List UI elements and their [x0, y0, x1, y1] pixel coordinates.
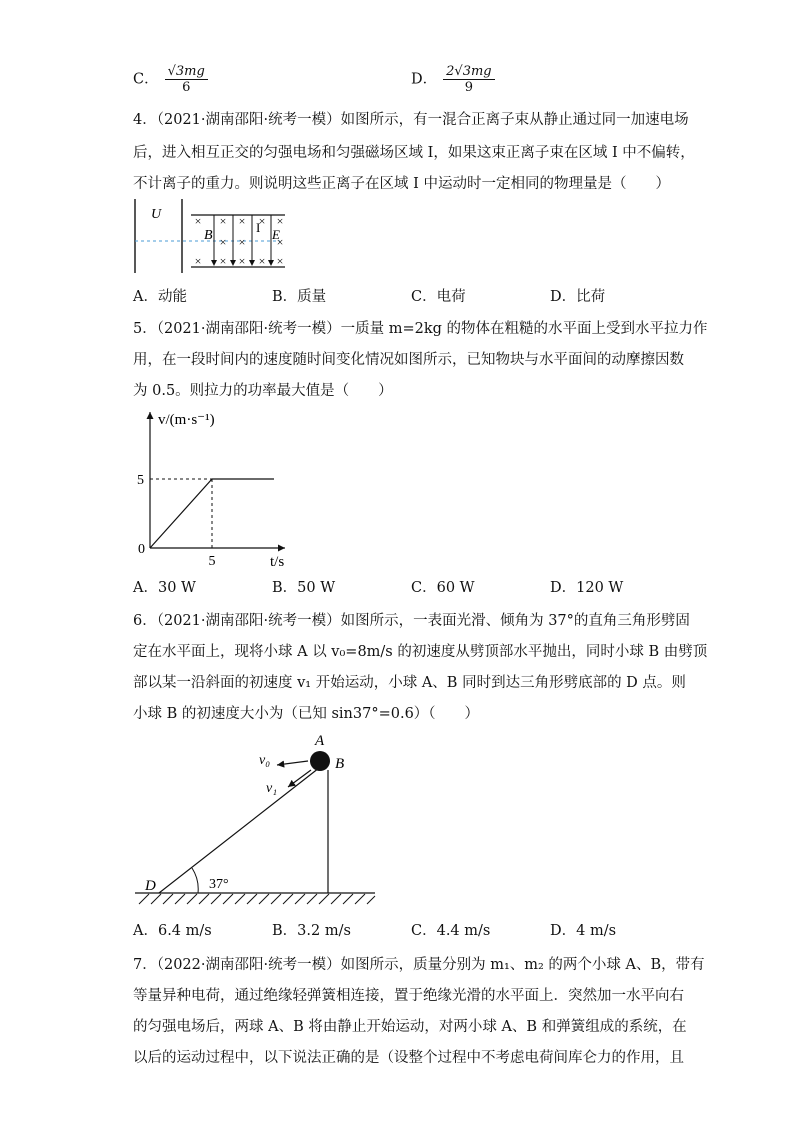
v1-label: v₁ — [266, 781, 278, 796]
svg-text:×: × — [238, 235, 246, 249]
q7-text-line: 等量异种电荷，通过绝缘轻弹簧相连接，置于绝缘光滑的水平面上．突然加一水平向右 — [133, 988, 684, 1004]
incline-surface — [159, 768, 319, 893]
label-e: E — [272, 227, 280, 242]
q4-figure — [125, 193, 295, 278]
svg-text:×: × — [219, 235, 227, 249]
q4-text-line: 后，进入相互正交的匀强电场和匀强磁场区域 I，如果这束正离子束在区域 I 中不偏转， — [133, 145, 695, 161]
q6-incline-figure — [125, 728, 385, 913]
q6-option-c: C．4.4 m/s — [411, 923, 491, 939]
q5-text-line: 用，在一段时间内的速度随时间变化情况如图所示，已知物块与水平面间的动摩擦因数 — [133, 352, 684, 368]
q5-option-c: C．60 W — [411, 580, 475, 596]
label-region: I — [256, 220, 261, 235]
q5-text-line: 5．（2021·湖南邵阳·统考一模）一质量 m=2kg 的物体在粗糙的水平面上受到水平拉力作 — [133, 321, 708, 337]
q5-text-line: 为 0.5。则拉力的功率最大值是（ ） — [133, 383, 393, 399]
point-d-label: D — [145, 878, 156, 894]
svg-text:×: × — [258, 214, 266, 228]
v0-label: v₀ — [259, 753, 271, 768]
svg-text:×: × — [194, 254, 202, 268]
svg-text:×: × — [276, 254, 284, 268]
q6-text-line: 定在水平面上，现将小球 A 以 v₀=8m/s 的初速度从劈顶部水平抛出，同时小球 B 由劈顶 — [133, 644, 708, 660]
q4-text-line: 不计离子的重力。则说明这些正离子在区域 I 中运动时一定相同的物理量是（ ） — [133, 176, 670, 192]
q4-option-a: A．动能 — [133, 289, 187, 305]
label-u: U — [151, 207, 162, 222]
v0-arrow — [277, 761, 308, 765]
origin-label: 0 — [138, 542, 145, 557]
q4-option-c: C．电荷 — [411, 289, 466, 305]
label-b: B — [204, 228, 213, 243]
q5-option-a: A．30 W — [133, 580, 196, 596]
y-axis-label: v/(m·s⁻¹) — [158, 412, 215, 428]
svg-text:×: × — [276, 235, 284, 249]
svg-text:×: × — [194, 214, 202, 228]
svg-text:×: × — [219, 254, 227, 268]
q6-text-line: 6．（2021·湖南邵阳·统考一模）如图所示，一表面光滑、倾角为 37°的直角三角形劈固 — [133, 613, 690, 629]
x-axis-label: t/s — [270, 554, 285, 570]
angle-arc — [192, 868, 198, 893]
svg-text:×: × — [238, 254, 246, 268]
ball — [310, 751, 330, 771]
q6-option-b: B．3.2 m/s — [272, 923, 351, 939]
q7-text-line: 7．（2022·湖南邵阳·统考一模）如图所示，质量分别为 m₁、m₂ 的两个小球 A、B，带有 — [133, 957, 705, 973]
svg-text:×: × — [219, 214, 227, 228]
svg-text:×: × — [238, 214, 246, 228]
q5-option-b: B．50 W — [272, 580, 336, 596]
svg-text:×: × — [276, 214, 284, 228]
q4-option-d: D．比荷 — [550, 289, 606, 305]
angle-label: 37° — [209, 877, 229, 892]
ground-hatching — [139, 894, 375, 904]
q6-option-d: D．4 m/s — [550, 923, 617, 939]
prev-option-d: D． $\frac{2√3mg}{9}$ — [411, 64, 495, 95]
q6-text-line: 小球 B 的初速度大小为（已知 sin37°=0.6）（ ） — [133, 706, 480, 722]
q7-text-line: 的匀强电场后，两球 A、B 将由静止开始运动，对两小球 A、B 和弹簧组成的系统，在 — [133, 1019, 687, 1035]
y-tick-label: 5 — [137, 473, 144, 488]
q6-text-line: 部以某一沿斜面的初速度 v₁ 开始运动，小球 A、B 同时到达三角形劈底部的 D 点。则 — [133, 675, 686, 691]
fraction: $\frac{2√3mg}{9}$ — [443, 64, 494, 95]
q5-vt-chart — [130, 402, 310, 572]
svg-text:×: × — [258, 254, 266, 268]
q6-option-a: A．6.4 m/s — [133, 923, 212, 939]
v1-arrow — [288, 770, 311, 787]
fraction: $\frac{√3mg}{6}$ — [165, 64, 208, 95]
prev-option-c: C． $\frac{√3mg}{6}$ — [133, 64, 208, 95]
ball-b-label: B — [335, 756, 345, 772]
velocity-series-line — [150, 479, 274, 548]
ball-a-label: A — [315, 733, 325, 749]
q4-option-b: B．质量 — [272, 289, 327, 305]
q7-text-line: 以后的运动过程中，以下说法正确的是（设整个过程中不考虑电荷间库仑力的作用，且 — [133, 1050, 684, 1066]
q5-option-d: D．120 W — [550, 580, 624, 596]
x-tick-label: 5 — [208, 554, 216, 569]
q4-text-line: 4．（2021·湖南邵阳·统考一模）如图所示，有一混合正离子束从静止通过同一加速电场 — [133, 112, 689, 128]
